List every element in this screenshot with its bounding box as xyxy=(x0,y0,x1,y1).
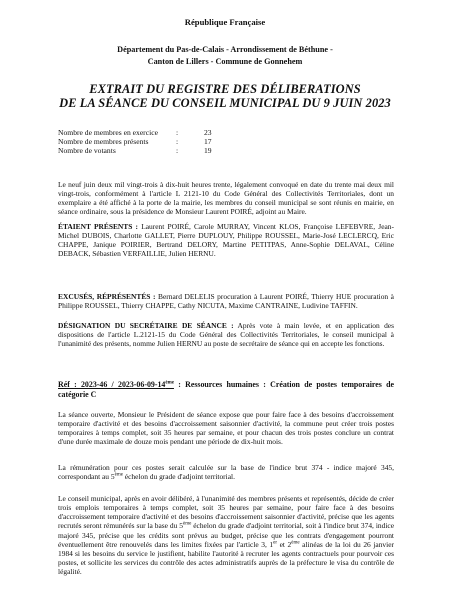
members-label: Nombre de membres présents xyxy=(58,137,149,147)
presents-label: ÉTAIENT PRÉSENTS : xyxy=(58,222,139,231)
decision-part-3: et 2 xyxy=(277,539,292,549)
deliberation-reference xyxy=(58,380,394,399)
remuneration-sup: ème xyxy=(114,472,123,478)
departement-heading xyxy=(0,44,450,68)
members-value: 23 xyxy=(204,128,212,137)
intro-paragraph: Le neuf juin deux mil vingt-trois à dix-huit heures trente, légalement convoqué en date du trente mai deux mil vingt-trois, conformément à l'article L 2121-10 du Code Général des Collectivités Territoriales, dont un exemplaire a été affiché à la porte de la mairie, les membres du conseil municipal se sont réunis en mairie, en séance ordinaire, sous la présidence de Monsieur Laurent POIRÉ, adjoint au Maire. xyxy=(58,180,394,217)
reference-number xyxy=(58,380,174,389)
reference-sup: ème xyxy=(165,380,174,386)
republique-heading: République Française xyxy=(184,17,266,27)
title-line-2: DE LA SÉANCE DU CONSEIL MUNICIPAL DU 9 JUIN 2023 xyxy=(59,96,391,110)
excuses-label: EXCUSÉS, RÉPRÉSENTÉS : xyxy=(58,292,156,301)
excuses-text: Bernard DELELIS procuration à Laurent POIRÉ, Thierry HUE procuration à Philippe ROUSSEL, Thierry CHAPPE, Cathy NICUTA, Maxime CANTRAINE, Ludivine TAFFIN. xyxy=(58,292,394,311)
members-value: 19 xyxy=(204,146,212,156)
presents-text: Laurent POIRÉ, Carole MURRAY, Vincent KLOS, Françoise LEFEBVRE, Jean-Michel DUBOIS, Charlotte GALLET, Pierre DUPLOUY, Philippe ROUSSEL, Marie-José LECLERCQ, Eric CHAPPE, Janique POIRIER, Bertrand DELORY, Martine PETITPAS, Anne-Sophie DELAVAL, Céline DEBACK, Sébastien VERFAILLIE, Julien HERNU. xyxy=(58,222,394,259)
members-row xyxy=(58,146,234,155)
secretaire-label: DÉSIGNATION DU SECRÉTAIRE DE SÉANCE : xyxy=(58,321,234,330)
members-label: Nombre de votants xyxy=(58,146,116,156)
members-label: Nombre de membres en exercice xyxy=(58,128,158,137)
decision-sup-2: er xyxy=(273,540,278,546)
decision-part-1: Le conseil municipal, après en avoir délibéré, à l'unanimité des membres présents et représentés, décide de créer trois emplois temporaires à temps complet, soit 35 heures par semaine, pour faire face à des besoins d'accroissement temporaire d'activité et des besoins d'accroissement saisonnier d'activité, précise que les agents recrutés seront rémunérés sur la base du 5 xyxy=(58,494,394,531)
decision-sup-1: ème xyxy=(182,521,192,527)
decision-sup-3: ème xyxy=(291,540,300,546)
decision-part-2: échelon du grade d'adjoint territorial, soit à l'indice brut 374, indice majoré 345, précise que les crédits sont prévus au budget, précise que les contrats d'engagement pourront éventuellement être renouvelés dans les limites fixées par l'article 3, 1 xyxy=(58,521,394,549)
excuses-paragraph xyxy=(58,292,394,310)
members-table xyxy=(58,128,234,156)
members-colon: : xyxy=(176,146,179,156)
members-colon: : xyxy=(176,137,179,147)
document-title xyxy=(0,82,450,110)
conseil-decision-paragraph xyxy=(58,494,394,576)
members-colon: : xyxy=(176,128,179,137)
remuneration-part-1: La rémunération pour ces postes serait calculée sur la base de l'indice brut 374 - indice majoré 345, correspondant au 5 xyxy=(58,463,394,482)
departement-line-2: Canton de Lillers - Commune de Gonnehem xyxy=(147,57,303,66)
presents-paragraph xyxy=(58,222,394,259)
secretaire-text: Après vote à main levée, et en application des dispositions de l'article L.2121-15 du Code Général des Collectivités Territoriales, le conseil municipal à l'unanimité des présents, nomme Julien HERNU au poste de secrétaire de séance qui en accepte les fonctions. xyxy=(58,321,394,349)
secretaire-paragraph xyxy=(58,321,394,348)
departement-line-1: Département du Pas-de-Calais - Arrondissement de Béthune - xyxy=(117,45,333,54)
members-row xyxy=(58,128,234,137)
reference-label: Réf : 2023-46 / 2023-06-09-14 xyxy=(58,380,166,389)
remuneration-paragraph xyxy=(58,463,394,481)
members-row xyxy=(58,137,234,146)
title-line-1: EXTRAIT DU REGISTRE DES DÉLIBERATIONS xyxy=(89,82,361,96)
members-value: 17 xyxy=(204,137,212,147)
remuneration-part-2: échelon du grade d'adjoint territorial. xyxy=(122,472,235,482)
decision-part-4: alinéas de la loi du 26 janvier 1984 si les besoins du service le justifient, habilite l'autorité à recruter les agents contractuels pour pourvoir ces postes, et sollicite les services du contrôle des actes administratifs auprès de la préfecture le visa du contrôle de légalité. xyxy=(58,539,394,577)
seance-paragraph: La séance ouverte, Monsieur le Président de séance expose que pour faire face à des besoins d'accroissement temporaire d'activité et des besoins d'accroissement saisonnier d'activité, la commune peut créer trois postes temporaires à temps complet, soit 35 heures par semaine, et pour chacun des trois postes conclure un contrat d'une durée maximale de douze mois pendant une période de dix-huit mois. xyxy=(58,410,394,447)
reference-subject: : Ressources humaines : Création de postes temporaires de catégorie C xyxy=(58,380,394,399)
